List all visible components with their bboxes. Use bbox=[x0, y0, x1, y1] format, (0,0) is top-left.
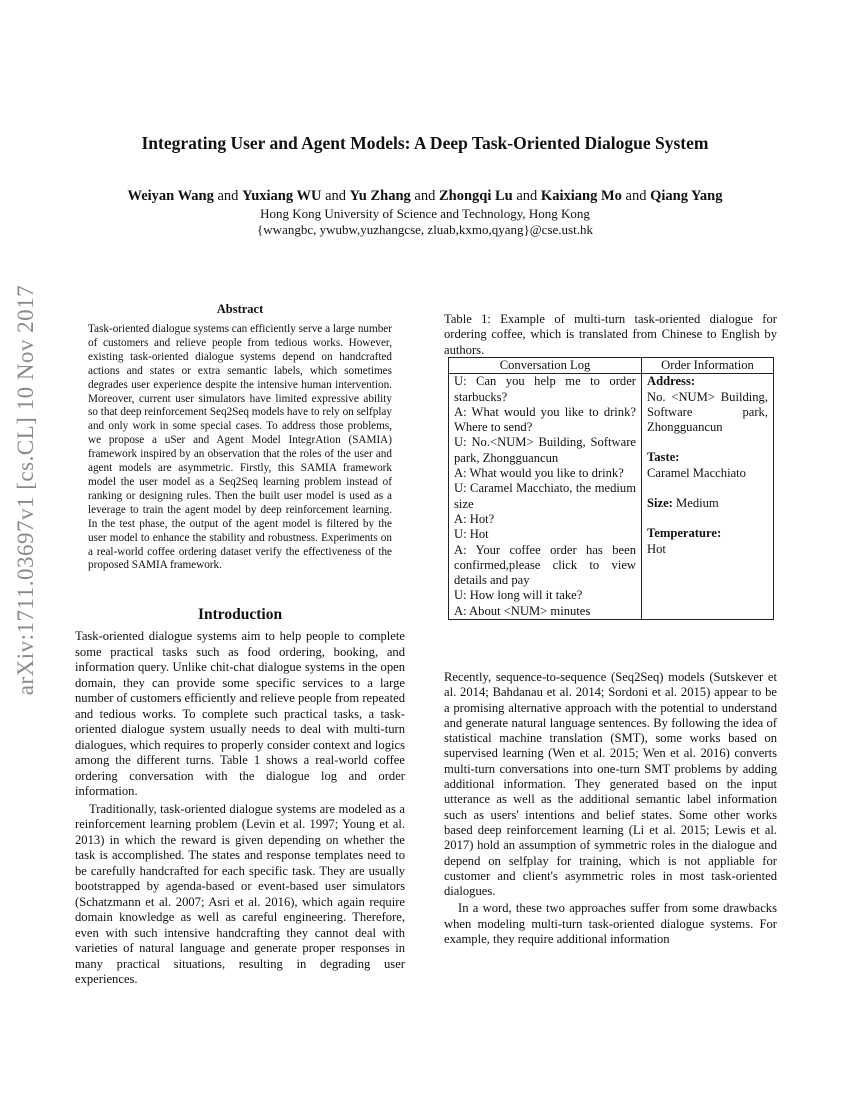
author-name: Weiyan Wang bbox=[127, 188, 214, 204]
affiliation-block bbox=[40, 206, 810, 238]
abstract-heading: Abstract bbox=[216, 302, 264, 316]
log-line: A: Hot? bbox=[454, 511, 495, 526]
size-label: Size: bbox=[647, 496, 673, 511]
size-row bbox=[647, 496, 768, 511]
arxiv-stamp bbox=[4, 284, 48, 696]
body-paragraph: In a word, these two approaches suffer from some drawbacks when modeling multi-turn task-oriented dialogue systems. For example, they require additional information bbox=[444, 901, 777, 947]
temperature-value: Hot bbox=[647, 541, 666, 556]
table-header-order: Order Information bbox=[642, 358, 774, 374]
introduction-paragraph: Task-oriented dialogue systems aim to help people to complete some practical tasks such as food ordering, booking, and information query. Unlike chit-chat dialogue systems in the open domain, they can provide some specific services to a large number of customers efficiently and relieve people from repeated and tedious works. To complete such practical tasks, a task-oriented dialogue system usually needs to deal with multi-turn dialogues, which requires to properly consider context and logics among the different turns. Table 1 shows a real-world coffee ordering conversation with the dialogue log and order information. bbox=[75, 629, 405, 798]
log-line: U: Caramel Macchiato, the medium size bbox=[454, 481, 636, 511]
log-line: U: Can you help me to order starbucks? bbox=[454, 374, 636, 404]
dialogue-table bbox=[448, 357, 774, 620]
affiliation: Hong Kong University of Science and Technology, Hong Kong bbox=[260, 206, 590, 221]
log-line: A: Your coffee order has been confirmed,please click to view details and pay bbox=[454, 542, 636, 588]
log-line: U: Hot bbox=[454, 527, 489, 542]
log-line: U: No.<NUM> Building, Software park, Zhongguancun bbox=[454, 435, 636, 465]
author-name: Qiang Yang bbox=[650, 188, 723, 204]
temperature-label: Temperature: bbox=[647, 526, 722, 541]
author-name: Yuxiang WU bbox=[242, 188, 322, 204]
right-column-body bbox=[444, 670, 777, 947]
arxiv-id: arXiv:1711.03697v1 [cs.CL] 10 Nov 2017 bbox=[13, 284, 38, 696]
log-line: U: How long will it take? bbox=[454, 588, 583, 603]
log-line: A: What would you like to drink? bbox=[454, 466, 624, 481]
author-name: Kaixiang Mo bbox=[540, 188, 622, 204]
address-label: Address: bbox=[647, 374, 696, 389]
introduction-heading: Introduction bbox=[197, 606, 283, 623]
size-value: Medium bbox=[676, 496, 719, 511]
author-name: Zhongqi Lu bbox=[438, 188, 513, 204]
taste-label: Taste: bbox=[647, 450, 680, 465]
order-information bbox=[642, 374, 774, 620]
body-paragraph: Recently, sequence-to-sequence (Seq2Seq) models (Sutskever et al. 2014; Bahdanau et al. 2014; Sordoni et al. 2015) appear to be a promising alternative approach with the potential to understand and generate natural language sentences. By following the idea of statistical machine translation (SMT), some works based on supervised learning (Wen et al. 2015; Wen et al. 2016) converts multi-turn conversations into one-turn SMT problems by adding additional information. They generated based on the input utterance as well as the additional semantic label information such as users' intentions and belief states. Some other works based deep reinforcement learning (Li et al. 2015; Lewis et al. 2017) hold an assumption of symmetric roles in the dialogue and depend on selfplay for training, which is not appliable for customer and client's asymmetric roles in most task-oriented dialogues. bbox=[444, 670, 777, 899]
author-emails: {wwangbc, ywubw,yuzhangcse, zluab,kxmo,qyang}@cse.ust.hk bbox=[257, 222, 593, 237]
paper-title: Integrating User and Agent Models: A Deep Task-Oriented Dialogue System bbox=[141, 133, 709, 153]
log-line: A: About <NUM> minutes bbox=[454, 603, 591, 618]
author-name: Yu Zhang bbox=[349, 188, 411, 204]
author-list: Weiyan Wang and Yuxiang WU and Yu Zhang and Zhongqi Lu and Kaixiang Mo and Qiang Yang bbox=[127, 188, 723, 204]
abstract-text: Task-oriented dialogue systems can efficiently serve a large number of customers and relieve people from tedious works. However, existing task-oriented dialogue systems depend on handcrafted actions and states or extra semantic labels, which sometimes degrades user experience despite the intensive human intervention. Moreover, current user simulators have limited expressive ability so that deep reinforcement Seq2Seq models have to rely on selfplay and only work in some special cases. To address those problems, we propose a uSer and Agent Model IntegrAtion (SAMIA) framework inspired by an observation that the roles of the user and agent models are asymmetric. Firstly, this SAMIA framework model the user model as a Seq2Seq learning problem instead of ranking or designing rules. Then the built user model is used as a leverage to train the agent model by deep reinforcement learning. In the test phase, the output of the agent model is filtered by the user model to enhance the stability and robustness. Experiments on a real-world coffee ordering dataset verify the effectiveness of the proposed SAMIA framework. bbox=[88, 323, 392, 572]
table-header-log: Conversation Log bbox=[449, 358, 642, 374]
conversation-log bbox=[449, 374, 642, 620]
taste-value: Caramel Macchiato bbox=[647, 465, 746, 480]
introduction-paragraph: Traditionally, task-oriented dialogue systems are modeled as a reinforcement learning problem (Levin et al. 1997; Young et al. 2013) in which the reward is given depending on whether the task is accomplished. The states and response templates need to be carefully handcrafted for each specific task. They are usually bootstrapped by agenda-based or event-based user simulators (Schatzmann et al. 2007; Asri et al. 2016), which again require domain knowledge as well as careful engineering. Therefore, even with such intensive handcrafting they cannot deal with varieties of natural language and generate proper responses in many practical situations, resulting in degrading user experiences. bbox=[75, 801, 405, 986]
log-line: A: What would you like to drink? Where to send? bbox=[454, 404, 636, 435]
introduction-body bbox=[75, 629, 405, 988]
table-caption: Table 1: Example of multi-turn task-oriented dialogue for ordering coffee, which is translated from Chinese to English by authors. bbox=[444, 312, 777, 357]
address-value: No. <NUM> Building, Software park, Zhongguancun bbox=[647, 389, 768, 435]
